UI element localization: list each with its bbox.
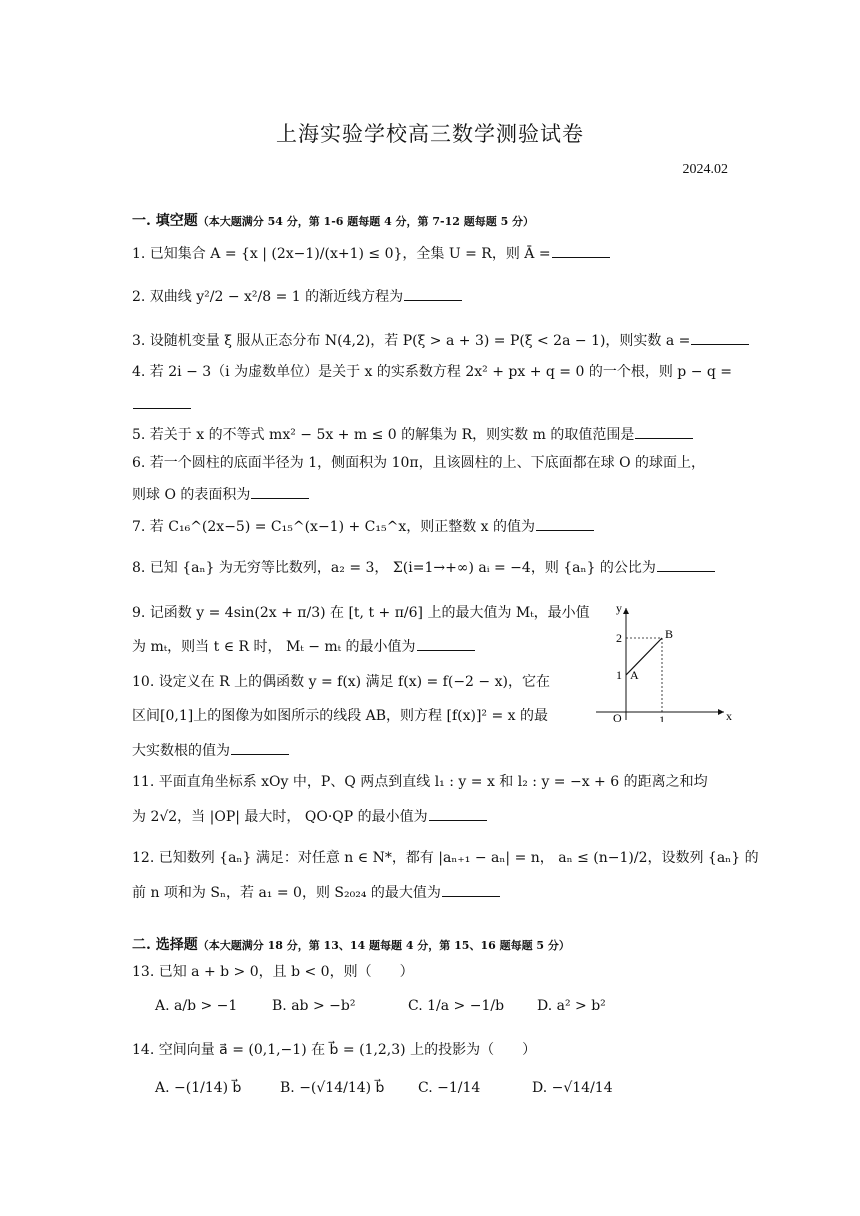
question-9-cont bbox=[132, 636, 475, 658]
graph-svg bbox=[594, 602, 734, 722]
question-10-text-cont-2: 大实数根的值为 bbox=[132, 743, 230, 759]
question-10-cont-2 bbox=[132, 740, 289, 762]
question-12 bbox=[132, 848, 759, 869]
exam-date: 2024.02 bbox=[682, 162, 728, 177]
question-6-cont bbox=[132, 484, 309, 506]
point-b-label: B bbox=[665, 627, 674, 641]
answer-blank[interactable] bbox=[657, 557, 715, 572]
q13-option-b[interactable]: B. ab > −b² bbox=[272, 998, 356, 1014]
question-13 bbox=[132, 962, 414, 983]
question-4 bbox=[132, 362, 732, 383]
question-7 bbox=[132, 516, 594, 538]
question-11-text-cont: 为 2√2，当 |OP| 最大时， QO·QP 的最小值为 bbox=[132, 809, 428, 825]
y-tick-1: 1 bbox=[616, 668, 622, 682]
question-12-cont bbox=[132, 882, 500, 904]
question-7-text: 7. 若 C₁₆^(2x−5) = C₁₅^(x−1) + C₁₅^x，则正整数 x 的值为 bbox=[132, 519, 536, 535]
section-1-heading bbox=[132, 210, 534, 230]
page-title: 上海实验学校高三数学测验试卷 bbox=[276, 122, 584, 146]
y-axis-arrow bbox=[623, 608, 629, 614]
section-2-heading bbox=[132, 934, 570, 954]
question-6-text: 6. 若一个圆柱的底面半径为 1，侧面积为 10π，且该圆柱的上、下底面都在球 O 的球面上， bbox=[132, 455, 706, 471]
origin-label: O bbox=[613, 711, 622, 722]
question-12-text: 12. 已知数列 {aₙ} 满足：对任意 n ∈ N*，都有 |aₙ₊₁ − aₙ| = n， aₙ ≤ (n−1)/2，设数列 {aₙ} 的 bbox=[132, 850, 759, 866]
answer-blank[interactable] bbox=[691, 330, 749, 345]
question-14 bbox=[132, 1040, 536, 1061]
question-11 bbox=[132, 772, 708, 793]
question-5 bbox=[132, 424, 693, 446]
section-1-note: （本大题满分 54 分，第 1-6 题每题 4 分，第 7-12 题每题 5 分） bbox=[197, 215, 535, 228]
section-2-title: 二. 选择题 bbox=[132, 937, 198, 953]
q13-option-c[interactable]: C. 1/a > −1/b bbox=[408, 998, 505, 1014]
y-axis-label: y bbox=[616, 602, 622, 615]
question-1 bbox=[132, 243, 610, 265]
question-9-text-cont: 为 mₜ，则当 t ∈ R 时， Mₜ − mₜ 的最小值为 bbox=[132, 639, 416, 655]
answer-blank[interactable] bbox=[417, 636, 475, 651]
question-9 bbox=[132, 603, 590, 624]
question-11-cont bbox=[132, 806, 487, 828]
question-5-text: 5. 若关于 x 的不等式 mx² − 5x + m ≤ 0 的解集为 R，则实数 m 的取值范围是 bbox=[132, 427, 635, 443]
answer-blank[interactable] bbox=[231, 740, 289, 755]
x-axis-label: x bbox=[726, 709, 732, 722]
question-2-text: 2. 双曲线 y²/2 − x²/8 = 1 的渐近线方程为 bbox=[132, 289, 404, 305]
answer-blank[interactable] bbox=[536, 516, 594, 531]
question-10-text-cont: 区间[0,1]上的图像为如图所示的线段 AB，则方程 [f(x)]² = x 的最 bbox=[132, 708, 548, 724]
answer-blank[interactable] bbox=[429, 806, 487, 821]
question-10-cont bbox=[132, 706, 548, 727]
q14-option-a[interactable]: A. −(1/14) b⃗ bbox=[155, 1080, 242, 1096]
answer-blank[interactable] bbox=[442, 882, 500, 897]
q13-option-a[interactable]: A. a/b > −1 bbox=[155, 998, 238, 1014]
answer-blank[interactable] bbox=[635, 424, 693, 439]
answer-blank[interactable] bbox=[133, 394, 191, 409]
answer-blank[interactable] bbox=[404, 286, 462, 301]
question-4-text: 4. 若 2i − 3（i 为虚数单位）是关于 x 的实系数方程 2x² + px + q = 0 的一个根，则 p − q = bbox=[132, 364, 733, 380]
x-tick-1: 1 bbox=[659, 713, 665, 722]
question-14-text: 14. 空间向量 a⃗ = (0,1,−1) 在 b⃗ = (1,2,3) 上的投影为（ ） bbox=[132, 1042, 537, 1058]
answer-blank[interactable] bbox=[251, 484, 309, 499]
question-9-text: 9. 记函数 y = 4sin(2x + π/3) 在 [t, t + π/6] 上的最大值为 Mₜ，最小值 bbox=[132, 605, 590, 621]
answer-blank[interactable] bbox=[552, 243, 610, 258]
q14-option-d[interactable]: D. −√14/14 bbox=[532, 1080, 613, 1096]
function-graph-figure bbox=[594, 602, 734, 726]
question-3-text: 3. 设随机变量 ξ 服从正态分布 N(4,2)，若 P(ξ > a + 3) = P(ξ < 2a − 1)，则实数 a = bbox=[132, 333, 691, 349]
question-2 bbox=[132, 286, 462, 308]
point-a-label: A bbox=[630, 668, 639, 682]
question-11-text: 11. 平面直角坐标系 xOy 中，P、Q 两点到直线 l₁ : y = x 和 l₂ : y = −x + 6 的距离之和均 bbox=[132, 774, 708, 790]
question-4-answer-line bbox=[132, 394, 191, 416]
q14-option-b[interactable]: B. −(√14/14) b⃗ bbox=[280, 1080, 385, 1096]
q14-option-c[interactable]: C. −1/14 bbox=[418, 1080, 481, 1096]
section-1-title: 一. 填空题 bbox=[132, 213, 198, 229]
question-10-text: 10. 设定义在 R 上的偶函数 y = f(x) 满足 f(x) = f(−2 − x)，它在 bbox=[132, 674, 550, 690]
question-1-text: 1. 已知集合 A = {x | (2x−1)/(x+1) ≤ 0}，全集 U = R，则 Ā = bbox=[132, 246, 551, 262]
y-tick-2: 2 bbox=[616, 631, 622, 645]
question-13-text: 13. 已知 a + b > 0，且 b < 0，则（ ） bbox=[132, 964, 414, 980]
question-6-text-cont: 则球 O 的表面积为 bbox=[132, 487, 251, 503]
q13-option-d[interactable]: D. a² > b² bbox=[537, 998, 606, 1014]
section-2-note: （本大题满分 18 分，第 13、14 题每题 4 分，第 15、16 题每题 5 分） bbox=[197, 939, 570, 952]
question-10 bbox=[132, 672, 550, 693]
question-3 bbox=[132, 330, 749, 352]
question-8 bbox=[132, 557, 715, 579]
question-12-text-cont: 前 n 项和为 Sₙ，若 a₁ = 0，则 S₂₀₂₄ 的最大值为 bbox=[132, 885, 441, 901]
question-8-text: 8. 已知 {aₙ} 为无穷等比数列，a₂ = 3， Σ(i=1→+∞) aᵢ = −4，则 {aₙ} 的公比为 bbox=[132, 560, 656, 576]
question-6 bbox=[132, 453, 705, 474]
x-axis-arrow bbox=[718, 709, 724, 715]
